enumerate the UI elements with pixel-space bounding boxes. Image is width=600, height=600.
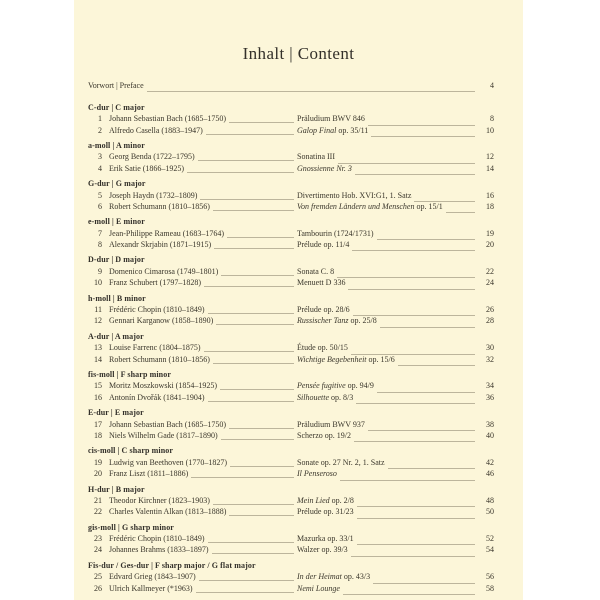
entry-number: 6	[98, 201, 102, 211]
entry-left-column	[88, 534, 297, 543]
toc-entry-row	[88, 381, 494, 392]
composer-name: Johann Sebastian Bach (1685–1750)	[109, 419, 227, 429]
composer-name: Frédéric Chopin (1810–1849)	[109, 534, 205, 544]
leader-line	[187, 168, 294, 173]
leader-line	[388, 465, 475, 470]
section-entries	[88, 229, 494, 252]
leader-line	[199, 577, 294, 582]
toc-entry-row	[88, 355, 494, 366]
entry-left-column	[88, 355, 297, 364]
leader-line	[212, 550, 294, 555]
toc-entry-row	[88, 420, 494, 431]
page-number: 18	[486, 201, 494, 211]
book-page	[74, 0, 523, 600]
leader-line	[357, 514, 475, 519]
toc-entry-row	[88, 126, 494, 137]
entry-left-column	[88, 240, 297, 249]
composer-name: Alexandr Skrjabin (1871–1915)	[109, 240, 212, 250]
entry-number: 24	[94, 545, 102, 555]
leader-line	[337, 274, 475, 279]
section-entries	[88, 572, 494, 595]
key-section	[88, 370, 494, 404]
entry-number: 15	[94, 381, 102, 391]
leader-line	[352, 247, 475, 252]
composer-name: Domenico Cimarosa (1749–1801)	[109, 266, 219, 276]
piece-title-main: Nemi Lounge	[297, 583, 340, 593]
piece-title-main: Präludium BWV 846	[297, 114, 365, 124]
entry-number: 7	[98, 228, 102, 238]
entry-number: 25	[94, 572, 102, 582]
piece-title-main: Il Penseroso	[297, 469, 337, 479]
entry-number: 14	[94, 354, 102, 364]
piece-title-main: Prélude op. 11/4	[297, 240, 350, 250]
leader-line	[348, 285, 475, 290]
piece-title	[297, 229, 374, 238]
key-section	[88, 141, 494, 175]
leader-line	[351, 552, 475, 557]
piece-title-main: Gnossienne Nr. 3	[297, 163, 352, 173]
section-entries	[88, 381, 494, 404]
leader-line	[229, 512, 294, 517]
entry-left-column	[88, 316, 297, 325]
leader-line	[357, 541, 475, 546]
composer-name: Ludwig van Beethoven (1770–1827)	[109, 457, 227, 467]
entry-left-column	[88, 420, 297, 429]
entry-left-column	[88, 343, 297, 352]
leader-line	[213, 359, 294, 364]
sections-list	[88, 103, 494, 595]
leader-line	[340, 476, 475, 481]
page-number: 54	[486, 545, 494, 555]
entry-left-column	[88, 191, 297, 200]
section-heading: H-dur | B major	[88, 484, 145, 494]
toc-entry-row	[88, 534, 494, 545]
entry-left-column	[88, 431, 297, 440]
piece-title-opus: op. 94/9	[345, 381, 374, 391]
key-section	[88, 103, 494, 137]
toc-entry-row	[88, 114, 494, 125]
toc-entry-row	[88, 305, 494, 316]
composer-name: Edvard Grieg (1843–1907)	[109, 572, 196, 582]
section-entries	[88, 114, 494, 137]
leader-line	[198, 157, 294, 162]
toc-entry-row	[88, 202, 494, 213]
leader-line	[221, 271, 294, 276]
page-number: 16	[486, 190, 494, 200]
piece-title-opus: op. 43/3	[341, 572, 371, 582]
piece-title-main: Mazurka op. 33/1	[297, 534, 354, 544]
section-entries	[88, 496, 494, 519]
leader-line	[213, 206, 294, 211]
section-heading: a-moll | A minor	[88, 140, 145, 150]
leader-line	[229, 424, 294, 429]
section-heading: e-moll | E minor	[88, 217, 145, 227]
section-entries	[88, 343, 494, 366]
page-number: 8	[490, 114, 494, 124]
piece-title-main: Russischer Tanz	[297, 316, 349, 326]
leader-line	[446, 209, 475, 214]
piece-title	[297, 240, 349, 249]
leader-line	[221, 435, 294, 440]
key-section	[88, 217, 494, 251]
leader-line	[213, 500, 294, 505]
leader-line	[191, 474, 294, 479]
page-number: 14	[486, 163, 494, 173]
page-number: 12	[486, 152, 494, 162]
composer-name: Robert Schumann (1810–1856)	[109, 354, 210, 364]
leader-line	[377, 236, 475, 241]
composer-name: Joseph Haydn (1732–1809)	[109, 190, 198, 200]
leader-line	[214, 245, 294, 250]
page-number: 20	[486, 240, 494, 250]
toc-entry-row	[88, 164, 494, 175]
composer-name: Erik Satie (1866–1925)	[109, 163, 185, 173]
entry-number: 1	[98, 114, 102, 124]
entry-left-column	[88, 267, 297, 276]
piece-title	[297, 152, 335, 161]
piece-title-main: In der Heimat	[297, 572, 342, 582]
leader-line	[208, 310, 294, 315]
composer-name: Louise Farrenc (1804–1875)	[109, 343, 201, 353]
leader-line	[368, 121, 475, 126]
toc-entry-row	[88, 469, 494, 480]
section-entries	[88, 152, 494, 175]
page-number: 28	[486, 316, 494, 326]
page-number: 58	[486, 583, 494, 593]
entry-left-column	[88, 126, 297, 135]
section-heading: h-moll | B minor	[88, 293, 146, 303]
section-heading: cis-moll | C sharp minor	[88, 446, 174, 456]
entry-left-column	[88, 164, 297, 173]
leader-line	[229, 119, 294, 124]
leader-line	[373, 579, 475, 584]
leader-line	[377, 388, 475, 393]
toc-entry-row	[88, 191, 494, 202]
toc-entry-row	[88, 316, 494, 327]
piece-title-main: Galop Final	[297, 125, 337, 135]
page-number: 4	[490, 81, 494, 90]
table-of-contents	[88, 81, 494, 595]
piece-title	[297, 534, 354, 543]
composer-name: Johann Sebastian Bach (1685–1750)	[109, 114, 227, 124]
entry-number: 10	[94, 278, 102, 288]
leader-line	[398, 361, 475, 366]
page-number: 10	[486, 125, 494, 135]
leader-line	[147, 88, 475, 93]
piece-title	[297, 420, 365, 429]
page-number: 32	[486, 354, 494, 364]
toc-entry-row	[88, 584, 494, 595]
key-section	[88, 523, 494, 557]
section-heading: Fis-dur / Ges-dur | F sharp major / G flat major	[88, 560, 256, 570]
page-number: 34	[486, 381, 494, 391]
piece-title	[297, 381, 374, 390]
piece-title	[297, 507, 354, 516]
composer-name: Jean-Philippe Rameau (1683–1764)	[109, 228, 225, 238]
piece-title-opus: op. 35/11	[336, 125, 369, 135]
section-heading: A-dur | A major	[88, 331, 144, 341]
composer-name: Franz Liszt (1811–1886)	[109, 469, 189, 479]
leader-line	[200, 195, 294, 200]
leader-line	[204, 348, 294, 353]
leader-line	[343, 591, 475, 596]
piece-title	[297, 584, 340, 593]
piece-title	[297, 458, 385, 467]
composer-name: Alfredo Casella (1883–1947)	[109, 125, 203, 135]
piece-title-main: Wichtige Begebenheit	[297, 354, 367, 364]
leader-line	[355, 171, 475, 176]
entry-number: 2	[98, 125, 102, 135]
composer-name: Robert Schumann (1810–1856)	[109, 201, 210, 211]
piece-title	[297, 164, 352, 173]
leader-line	[206, 130, 294, 135]
piece-title-main: Menuett D 336	[297, 278, 346, 288]
page-number: 50	[486, 507, 494, 517]
page-number: 30	[486, 343, 494, 353]
leader-line	[220, 386, 294, 391]
entry-left-column	[88, 458, 297, 467]
preface-row	[88, 81, 494, 92]
leader-line	[338, 159, 475, 164]
piece-title-opus: op. 15/6	[366, 354, 395, 364]
entry-number: 3	[98, 152, 102, 162]
entry-left-column	[88, 305, 297, 314]
piece-title	[297, 202, 443, 211]
entry-number: 13	[94, 343, 102, 353]
section-entries	[88, 267, 494, 290]
entry-left-column	[88, 572, 297, 581]
entry-left-column	[88, 507, 297, 516]
section-heading: fis-moll | F sharp minor	[88, 369, 171, 379]
piece-title-opus: op. 15/1	[414, 201, 443, 211]
piece-title	[297, 126, 368, 135]
piece-title-main: Sonata C. 8	[297, 266, 335, 276]
entry-left-column	[88, 496, 297, 505]
entry-number: 22	[94, 507, 102, 517]
leader-line	[208, 397, 294, 402]
piece-title	[297, 305, 350, 314]
piece-title	[297, 114, 365, 123]
entry-number: 21	[94, 495, 102, 505]
section-entries	[88, 458, 494, 481]
entry-number: 19	[94, 457, 102, 467]
piece-title	[297, 343, 348, 352]
page-number: 22	[486, 266, 494, 276]
section-heading: E-dur | E major	[88, 408, 144, 418]
section-heading: D-dur | D major	[88, 255, 145, 265]
entry-number: 11	[94, 305, 102, 315]
page-number: 42	[486, 457, 494, 467]
page-title: Inhalt | Content	[242, 44, 355, 63]
entry-number: 12	[94, 316, 102, 326]
piece-title-main: Mein Lied	[297, 495, 330, 505]
page-number: 19	[486, 228, 494, 238]
section-heading: gis-moll | G sharp minor	[88, 522, 174, 532]
toc-entry-row	[88, 267, 494, 278]
page-number: 26	[486, 305, 494, 315]
leader-line	[380, 323, 475, 328]
piece-title	[297, 469, 337, 478]
key-section	[88, 179, 494, 213]
toc-entry-row	[88, 343, 494, 354]
toc-entry-row	[88, 545, 494, 556]
page-number: 52	[486, 534, 494, 544]
entry-left-column	[88, 278, 297, 287]
section-entries	[88, 191, 494, 214]
section-heading: G-dur | G major	[88, 179, 146, 189]
leader-line	[230, 462, 294, 467]
piece-title-main: Étude op. 50/15	[297, 343, 348, 353]
leader-line	[208, 539, 294, 544]
piece-title	[297, 545, 348, 554]
composer-name: Gennari Karganow (1858–1890)	[109, 316, 214, 326]
leader-line	[357, 503, 475, 508]
section-heading: C-dur | C major	[88, 102, 145, 112]
page-number: 46	[486, 469, 494, 479]
entry-left-column	[88, 545, 297, 554]
key-section	[88, 485, 494, 519]
piece-title-main: Von fremden Ländern und Menschen	[297, 201, 415, 211]
piece-title-main: Tambourin (1724/1731)	[297, 228, 374, 238]
piece-title	[297, 496, 354, 505]
toc-entry-row	[88, 496, 494, 507]
toc-entry-row	[88, 458, 494, 469]
toc-entry-row	[88, 152, 494, 163]
piece-title	[297, 316, 377, 325]
piece-title	[297, 191, 411, 200]
composer-name: Franz Schubert (1797–1828)	[109, 278, 201, 288]
composer-name: Georg Benda (1722–1795)	[109, 152, 195, 162]
leader-line	[216, 321, 294, 326]
piece-title	[297, 572, 370, 581]
entry-left-column	[88, 469, 297, 478]
leader-line	[196, 588, 294, 593]
section-entries	[88, 534, 494, 557]
entry-left-column	[88, 381, 297, 390]
piece-title	[297, 267, 334, 276]
section-entries	[88, 420, 494, 443]
entry-left-column	[88, 202, 297, 211]
composer-name: Niels Wilhelm Gade (1817–1890)	[109, 430, 218, 440]
entry-number: 20	[94, 469, 102, 479]
composer-name: Johannes Brahms (1833–1897)	[109, 545, 209, 555]
piece-title-main: Walzer op. 39/3	[297, 545, 348, 555]
piece-title	[297, 278, 345, 287]
composer-name: Charles Valentin Alkan (1813–1888)	[109, 507, 227, 517]
piece-title-main: Prélude op. 28/6	[297, 305, 350, 315]
entry-number: 18	[94, 430, 102, 440]
page-number: 40	[486, 430, 494, 440]
entry-left-column	[88, 393, 297, 402]
piece-title-main: Präludium BWV 937	[297, 419, 365, 429]
piece-title-main: Divertimento Hob. XVI:G1, 1. Satz	[297, 190, 412, 200]
toc-entry-row	[88, 393, 494, 404]
entry-number: 23	[94, 534, 102, 544]
piece-title-opus: op. 8/3	[329, 392, 354, 402]
entry-number: 16	[94, 392, 102, 402]
entry-left-column	[88, 114, 297, 123]
piece-title-main: Silhouette	[297, 392, 329, 402]
toc-entry-row	[88, 572, 494, 583]
page-number: 24	[486, 278, 494, 288]
key-section	[88, 561, 494, 595]
composer-name: Antonín Dvořák (1841–1904)	[109, 392, 205, 402]
page-number: 38	[486, 419, 494, 429]
entry-number: 5	[98, 190, 102, 200]
toc-entry-row	[88, 507, 494, 518]
toc-entry-row	[88, 229, 494, 240]
composer-name: Moritz Moszkowski (1854–1925)	[109, 381, 217, 391]
key-section	[88, 294, 494, 328]
piece-title	[297, 355, 395, 364]
entry-number: 4	[98, 163, 102, 173]
toc-entry-row	[88, 278, 494, 289]
entry-left-column	[88, 152, 297, 161]
composer-name: Frédéric Chopin (1810–1849)	[109, 305, 205, 315]
entry-number: 9	[98, 266, 102, 276]
key-section	[88, 446, 494, 480]
key-section	[88, 332, 494, 366]
page-number: 48	[486, 495, 494, 505]
entry-left-column	[88, 584, 297, 593]
preface-label: Vorwort | Preface	[88, 81, 144, 90]
leader-line	[227, 233, 294, 238]
leader-line	[204, 283, 294, 288]
leader-line	[356, 400, 475, 405]
leader-line	[371, 132, 475, 137]
key-section	[88, 408, 494, 442]
composer-name: Theodor Kirchner (1823–1903)	[109, 495, 210, 505]
toc-entry-row	[88, 431, 494, 442]
piece-title	[297, 393, 353, 402]
piece-title-main: Pensée fugitive	[297, 381, 346, 391]
entry-number: 17	[94, 419, 102, 429]
key-section	[88, 255, 494, 289]
entry-left-column	[88, 229, 297, 238]
entry-number: 8	[98, 240, 102, 250]
piece-title-main: Scherzo op. 19/2	[297, 430, 351, 440]
leader-line	[368, 426, 475, 431]
page-number: 56	[486, 572, 494, 582]
leader-line	[354, 438, 475, 443]
entry-number: 26	[94, 583, 102, 593]
piece-title-main: Sonate op. 27 Nr. 2, 1. Satz	[297, 457, 385, 467]
piece-title-main: Prélude op. 31/23	[297, 507, 354, 517]
page-number: 36	[486, 392, 494, 402]
composer-name: Ulrich Kallmeyer (*1963)	[109, 583, 193, 593]
toc-entry-row	[88, 240, 494, 251]
piece-title	[297, 431, 351, 440]
piece-title-opus: op. 2/8	[329, 495, 354, 505]
piece-title-main: Sonatina III	[297, 152, 335, 162]
piece-title-opus: op. 25/8	[348, 316, 377, 326]
section-entries	[88, 305, 494, 328]
